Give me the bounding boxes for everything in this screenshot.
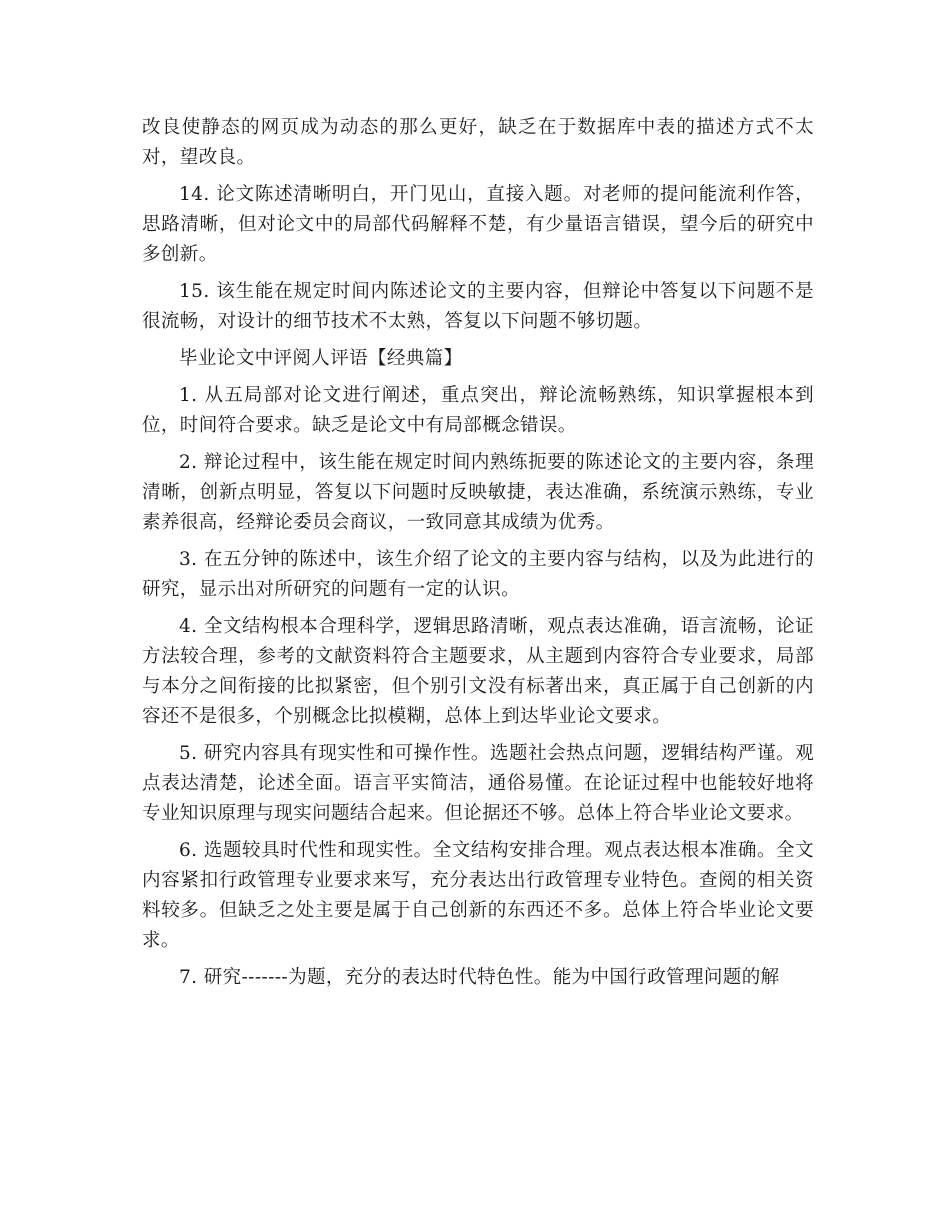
document-body	[142, 113, 814, 1000]
review-item-15: 15. 该生能在规定时间内陈述论文的主要内容，但辩论中答复以下问题不是很流畅，对设计的细节技术不太熟，答复以下问题不够切题。	[142, 281, 814, 332]
intro-continuation-paragraph: 改良使静态的网页成为动态的那么更好，缺乏在于数据库中表的描述方式不太对，望改良。	[142, 117, 814, 168]
review-item-4: 4. 全文结构根本合理科学，逻辑思路清晰，观点表达准确，语言流畅，论证方法较合理，参考的文献资料符合主题要求，从主题到内容符合专业要求，局部与本分之间衔接的比拟紧密，但个别引文没有标著出来，真正属于自己创新的内容还不是很多，个别概念比拟模糊，总体上到达毕业论文要求。	[142, 616, 814, 727]
section-heading: 毕业论文中评阅人评语【经典篇】	[179, 348, 463, 369]
review-item-2: 2. 辩论过程中，该生能在规定时间内熟练扼要的陈述论文的主要内容，条理清晰，创新点明显，答复以下问题时反映敏捷，表达准确，系统演示熟练，专业素养很高，经辩论委员会商议，一致同意其成绩为优秀。	[142, 452, 814, 533]
review-item-1: 1. 从五局部对论文进行阐述，重点突出，辩论流畅熟练，知识掌握根本到位，时间符合要求。缺乏是论文中有局部概念错误。	[142, 385, 814, 436]
review-item-6: 6. 选题较具时代性和现实性。全文结构安排合理。观点表达根本准确。全文内容紧扣行政管理专业要求来写，充分表达出行政管理专业特色。查阅的相关资料较多。但缺乏之处主要是属于自己创新的东西还不多。总体上符合毕业论文要求。	[142, 840, 814, 951]
review-item-7: 7. 研究-------为题，充分的表达时代特色性。能为中国行政管理问题的解	[179, 967, 780, 988]
review-item-5: 5. 研究内容具有现实性和可操作性。选题社会热点问题，逻辑结构严谨。观点表达清楚，论述全面。语言平实简洁，通俗易懂。在论证过程中也能较好地将专业知识原理与现实问题结合起来。但论据还不够。总体上符合毕业论文要求。	[142, 743, 814, 824]
review-item-3: 3. 在五分钟的陈述中，该生介绍了论文的主要内容与结构，以及为此进行的研究，显示出对所研究的问题有一定的认识。	[142, 549, 814, 600]
review-item-14: 14. 论文陈述清晰明白，开门见山，直接入题。对老师的提问能流利作答，思路清晰，但对论文中的局部代码解释不楚，有少量语言错误，望今后的研究中多创新。	[142, 184, 814, 265]
